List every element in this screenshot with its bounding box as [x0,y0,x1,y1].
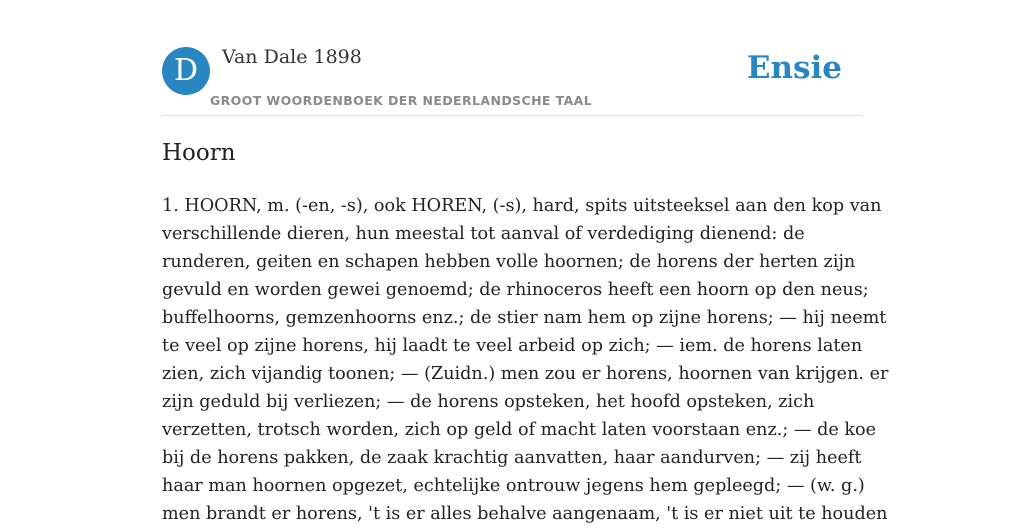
entry-title: Hoorn [162,140,236,166]
entry-line: haar man hoornen opgezet, echtelijke ontrouw jegens hem gepleegd; — (w. g.) [162,476,865,496]
entry-body [162,192,889,528]
entry-line: zijn geduld bij verliezen; — de horens opsteken, het hoofd opsteken, zich [162,392,815,412]
header [162,0,862,116]
entry-line: verzetten, trotsch worden, zich op geld of macht laten voorstaan enz.; — de koe [162,420,877,440]
entry-line: verschillende dieren, hun meestal tot aanval of verdediging dienend: de [162,224,805,244]
entry-line: men brandt er horens, 't is er alles behalve aangenaam, 't is er niet uit te houden [162,504,888,524]
source-title-link[interactable]: Van Dale 1898 [222,46,362,68]
entry-line: te veel op zijne horens, hij laadt te veel arbeid op zich; — iem. de horens laten [162,336,863,356]
entry-line: runderen, geiten en schapen hebben volle hoornen; de horens der herten zijn [162,252,856,272]
source-subtitle: GROOT WOORDENBOEK DER NEDERLANDSCHE TAAL [210,93,593,108]
entry-line: buffelhoorns, gemzenhoorns enz.; de stier nam hem op zijne horens; — hij neemt [162,308,887,328]
page [162,0,889,524]
entry-line: zien, zich vijandig toonen; — (Zuidn.) men zou er horens, hoornen van krijgen. er [162,364,889,384]
entry-line: gevuld en worden gewei genoemd; de rhinoceros heeft een hoorn op den neus; [162,280,869,300]
entry-line: bij de horens pakken, de zaak krachtig aanvatten, haar aandurven; — zij heeft [162,448,862,468]
ensie-logo-link[interactable]: Ensie [746,50,842,86]
entry-line: 1. HOORN, m. (-en, -s), ook HOREN, (-s), hard, spits uitsteeksel aan den kop van [162,196,882,216]
dictionary-logo-icon[interactable]: D [162,47,210,95]
